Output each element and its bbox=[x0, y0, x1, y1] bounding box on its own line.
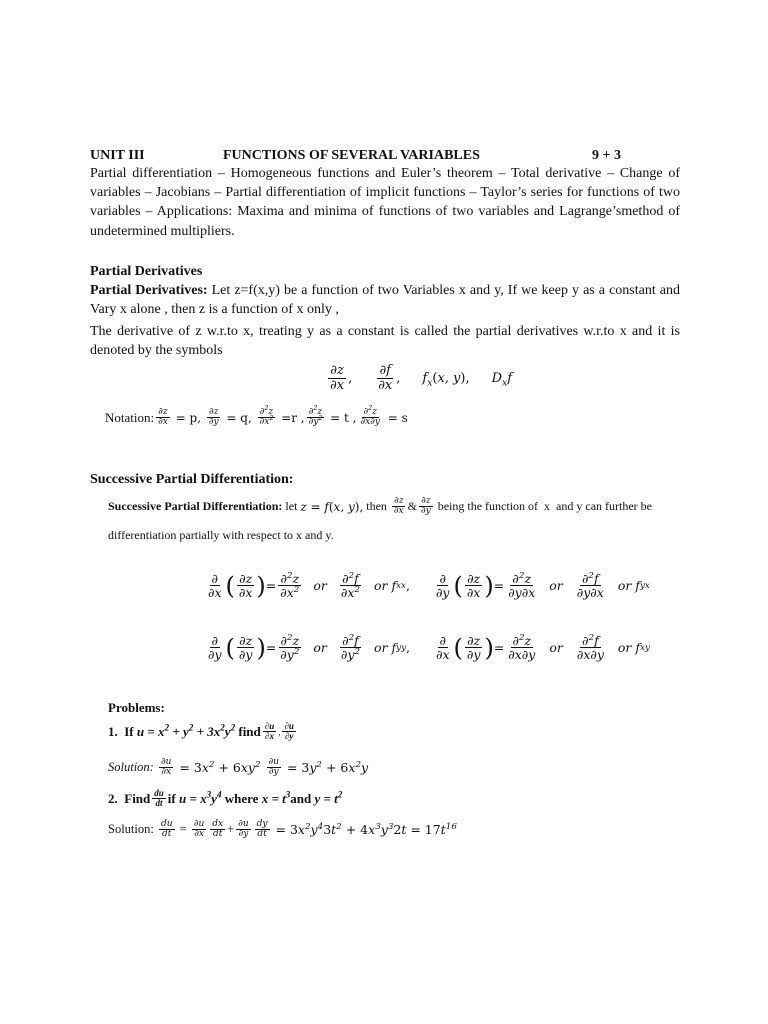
problem-1-find: find bbox=[238, 723, 261, 739]
unit-title: FUNCTIONS OF SEVERAL VARIABLES bbox=[223, 148, 480, 163]
notation-label: Notation: bbox=[105, 409, 155, 425]
second-derivatives-row-1: $\frac{\partial}{\partial x}$ ( $\frac{\partial z}{\partial x}$ ) = $\frac{\partial^2z}{\partial x^2}$ or $\frac{\partial^2f}{\partial x^2}$ or f xx , $\frac{\partial}{\partial y}$ ( $\frac{\partial z}{\partial x}$ ) = $\frac{\partial^2z}{\partial y\partial x}$ or $\frac{\partial^2f}{\partial y\partial x}$ or f yx bbox=[208, 570, 650, 601]
solution-2-label: Solution: bbox=[108, 822, 154, 837]
unit-label: UNIT III bbox=[90, 148, 145, 163]
second-derivatives-row-2: $\frac{\partial}{\partial y}$ ( $\frac{\partial z}{\partial y}$ ) = $\frac{\partial^2z}{\partial y^2}$ or $\frac{\partial^2f}{\partial y^2}$ or f yy , $\frac{\partial}{\partial x}$ ( $\frac{\partial z}{\partial y}$ ) = $\frac{\partial^2z}{\partial x\partial y}$ or $\frac{\partial^2f}{\partial x\partial y}$ or f xy bbox=[208, 632, 650, 663]
partial-definition bbox=[90, 281, 680, 319]
problem-2-find: Find bbox=[124, 790, 151, 806]
successive-text-a: let bbox=[282, 499, 301, 514]
problem-2-number: 2. bbox=[108, 790, 118, 806]
successive-heading: Successive Partial Differentiation: bbox=[90, 472, 294, 487]
unit-hours: 9 + 3 bbox=[592, 148, 621, 163]
derivative-symbols: $\frac{\partial z}{\partial x}$ , $\frac{\partial f}{\partial x}$ , $f_x(x$, y), $D_xf$ bbox=[330, 363, 512, 393]
successive-definition: Successive Partial Differentiation: let z = f(x, y), then $\frac{\partial z}{\partial x}$ & $\frac{\partial z}{\partial y}$ being the function of x and y can further be bbox=[108, 496, 652, 517]
problem-2-and: and bbox=[290, 790, 312, 806]
partial-definition-label: Partial Derivatives: bbox=[90, 283, 208, 298]
problem-2: 2. Find $\frac{du}{dt}$ if $u = x^3y^4$ where $x = t^3$ and $y = t^2$ bbox=[108, 788, 343, 809]
successive-text-c: differentiation partially with respect to x and y. bbox=[108, 528, 334, 542]
partial-definition-2: The derivative of z w.r.to x, treating y as a constant is called the partial derivatives w.r.to x and it is denoted by the symbols bbox=[90, 324, 680, 359]
partial-definition-text: Let z=f(x,y) be a function of two Variables x and y, If we keep y as a constant and Vary x alone , then z is a function of x only , bbox=[90, 283, 680, 318]
solution-2: Solution: $\frac{du}{dt}$ = $\frac{\partial u}{\partial x}$ $\frac{dx}{dt}$ + $\frac{\partial u}{\partial y}$ $\frac{dy}{dt}$ = $3x^2y^43t^2 + 4x^3y^32t = 17t^{16}$ bbox=[108, 819, 457, 840]
problem-1-if: If bbox=[124, 723, 134, 739]
problem-1: 1. If $u = x^2 + y^2 + 3x^2y^2$ find $\frac{\partial u}{\partial x}$ , $\frac{\partial u}{\partial y}$ bbox=[108, 721, 294, 742]
solution-1-label: Solution: bbox=[108, 760, 154, 775]
problem-2-if: if bbox=[167, 790, 176, 806]
problems-heading: Problems: bbox=[108, 700, 165, 715]
syllabus-text: Partial differentiation – Homogeneous functions and Euler’s theorem – Total derivative – Change of variables – Jacobians – Partial differentiation of implicit functions – Taylor’s series for functions of two variables – Applications: Maxima and minima of functions of two variables and Lagrange’smethod of undetermined multipliers. bbox=[90, 166, 680, 239]
notation-line: Notation: $\frac{\partial z}{\partial x}$ = p, $\frac{\partial z}{\partial y}$ = q, $\frac{\partial^2z}{\partial x^2}$ =r , $\frac{\partial^2z}{\partial y^2}$ = t , $\frac{\partial^2z}{\partial x\partial y}$ = s bbox=[105, 405, 408, 428]
solution-1: Solution: $\frac{\partial u}{\partial x}$ = $3x^2 + 6xy^2$ $\frac{\partial u}{\partial y}$ = $3y^2 + 6x^2y$ bbox=[108, 757, 369, 778]
problem-1-number: 1. bbox=[108, 723, 118, 739]
successive-text-b: being the function of x and y can further be bbox=[434, 499, 652, 514]
problem-2-where: where bbox=[224, 790, 259, 806]
successive-label: Successive Partial Differentiation: bbox=[108, 499, 283, 514]
partial-derivatives-heading: Partial Derivatives bbox=[90, 264, 203, 279]
